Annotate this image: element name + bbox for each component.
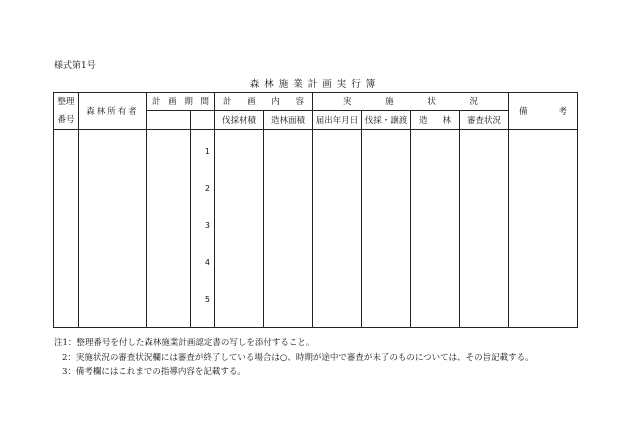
header-seiri-bango: [54, 93, 79, 130]
header-afforestation-char-2: 林: [442, 115, 451, 126]
row-number-5: 5: [204, 295, 210, 304]
note-1: 注1：整理番号を付した森林施業計画認定書の写しを添付すること。: [54, 338, 315, 348]
notes: [54, 336, 534, 380]
body-owner: [79, 130, 147, 328]
header-impl-char-4: 況: [469, 97, 478, 108]
header-implementation: [313, 93, 509, 111]
row-number-2: 2: [204, 184, 210, 193]
header-period-sub-left: [147, 110, 191, 129]
header-period: [147, 93, 215, 111]
header-plan-content: [215, 93, 313, 111]
header-impl-char-3: 状: [427, 97, 436, 108]
document-title: 森林施業計画実行簿: [249, 79, 381, 90]
header-felling-volume: 伐採材積: [215, 110, 264, 129]
body-remarks: [509, 130, 578, 328]
body-felling-volume: [215, 130, 264, 328]
body-review-status: [460, 130, 509, 328]
body-period-right: [191, 130, 215, 328]
header-period-char-4: 間: [200, 97, 209, 108]
header-plan-char-2: 画: [247, 97, 256, 108]
body-notification-date: [313, 130, 362, 328]
header-impl-char-1: 実: [343, 97, 352, 108]
header-plan-char-3: 内: [271, 97, 280, 108]
header-impl-char-2: 施: [385, 97, 394, 108]
header-period-char-1: 計: [152, 97, 161, 108]
row-number-4: 4: [204, 258, 210, 267]
header-seiri-line2: 番号: [57, 115, 75, 125]
note-3: 3：備考欄にはこれまでの指導内容を記載する。: [62, 367, 246, 377]
header-afforestation: [411, 110, 460, 129]
header-plan-char-4: 容: [295, 97, 304, 108]
row-number-1: 1: [204, 147, 210, 156]
header-remarks-char-2: 考: [558, 107, 567, 117]
header-period-sub-right: [191, 110, 215, 129]
header-notification-date: 届出年月日: [313, 110, 362, 129]
body-seiri-bango: [54, 130, 79, 328]
body-felling-transfer: [362, 130, 411, 328]
header-period-char-3: 期: [184, 97, 193, 108]
ledger-table: [53, 92, 578, 328]
header-review-status: 審査状況: [460, 110, 509, 129]
row-number-3: 3: [204, 221, 210, 230]
header-period-char-2: 画: [168, 97, 177, 108]
header-afforestation-area: 造林面積: [264, 110, 313, 129]
header-afforestation-char-1: 造: [419, 115, 428, 126]
body-period-left: [147, 130, 191, 328]
header-remarks-char-1: 備: [519, 107, 528, 117]
body-afforestation-area: [264, 130, 313, 328]
body-afforestation: [411, 130, 460, 328]
header-plan-char-1: 計: [223, 97, 232, 108]
note-2: 2：実施状況の審査状況欄には審査が終了している場合は○、時期が途中で審査が未了のものについては、その旨記載する。: [62, 352, 534, 363]
header-seiri-line1: 整理: [57, 97, 75, 107]
form-number-label: 様式第1号: [54, 61, 96, 71]
header-felling-transfer: 伐採・譲渡: [362, 110, 411, 129]
header-remarks: [509, 93, 578, 130]
header-owner: 森林所有者: [79, 93, 147, 130]
